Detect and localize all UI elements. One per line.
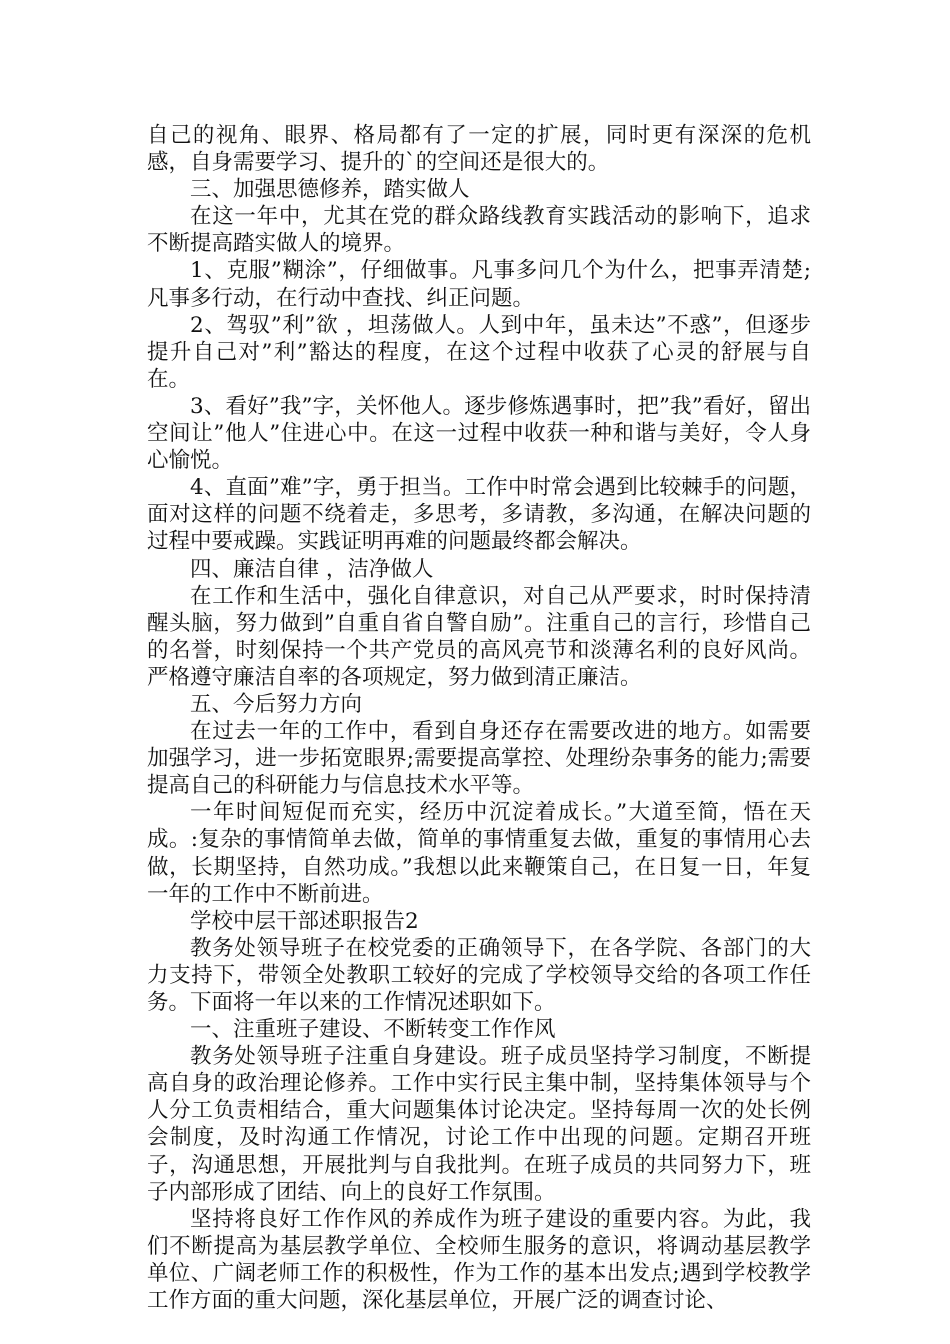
paragraph: 自己的视角、眼界、格局都有了一定的扩展，同时更有深深的危机感，自身需要学习、提升的`的空间还是很大的。: [147, 123, 811, 176]
section-heading: 一、注重班子建设、不断转变工作作风: [190, 1017, 556, 1043]
document-body: [147, 122, 811, 1314]
report-title: 学校中层干部述职报告2: [190, 908, 419, 934]
section-heading: 三、加强思德修养，踏实做人: [190, 177, 470, 203]
paragraph: 在工作和生活中，强化自律意识，对自己从严要求，时时保持清醒头脑，努力做到”自重自省自警自励”。注重自己的言行，珍惜自己的名誉，时刻保持一个共产党员的高风亮节和淡薄名利的良好风尚。严格遵守廉洁自率的各项规定，努力做到清正廉洁。: [147, 583, 811, 690]
list-item: 2、驾驭”利”欲 ，坦荡做人。人到中年，虽未达”不惑”，但逐步提升自己对”利”豁达的程度，在这个过程中收获了心灵的舒展与自在。: [147, 312, 811, 392]
paragraph: 在这一年中，尤其在党的群众路线教育实践活动的影响下，追求不断提高踏实做人的境界。: [147, 204, 811, 257]
paragraph: 教务处领导班子注重自身建设。班子成员坚持学习制度，不断提高自身的政治理论修养。工作中实行民主集中制，坚持集体领导与个人分工负责相结合，重大问题集体讨论决定。坚持每周一次的处长例会制度，及时沟通工作情况，讨论工作中出现的问题。定期召开班子，沟通思想，开展批判与自我批判。在班子成员的共同努力下，班子内部形成了团结、向上的良好工作氛围。: [147, 1044, 811, 1205]
list-item: 3、看好”我”字，关怀他人。逐步修炼遇事时，把”我”看好，留出空间让”他人”住进心中。在这一过程中收获一种和谐与美好，令人身心愉悦。: [147, 393, 811, 474]
section-heading: 四、廉洁自律 ，洁净做人: [190, 556, 434, 582]
list-item: 1、克服”糊涂”，仔细做事。凡事多问几个为什么，把事弄清楚;凡事多行动，在行动中查找、纠正问题。: [147, 258, 811, 311]
paragraph: 一年时间短促而充实，经历中沉淀着成长。”大道至简，悟在天成。:复杂的事情简单去做，简单的事情重复去做，重复的事情用心去做，长期坚持，自然功成。”我想以此来鞭策自己，在日复一日，年复一年的工作中不断前进。: [147, 800, 811, 907]
paragraph: 教务处领导班子在校党委的正确领导下，在各学院、各部门的大力支持下，带领全处教职工较好的完成了学校领导交给的各项工作任务。下面将一年以来的工作情况述职如下。: [147, 935, 811, 1015]
list-item: 4、直面”难”字，勇于担当。工作中时常会遇到比较棘手的问题，面对这样的问题不绕着走，多思考，多请教，多沟通，在解决问题的过程中要戒躁。实践证明再难的问题最终都会解决。: [147, 475, 811, 555]
paragraph: 在过去一年的工作中，看到自身还存在需要改进的地方。如需要加强学习，进一步拓宽眼界;需要提高掌控、处理纷杂事务的能力;需要提高自己的科研能力与信息技术水平等。: [147, 719, 811, 799]
paragraph: 坚持将良好工作作风的养成作为班子建设的重要内容。为此，我们不断提高为基层教学单位、全校师生服务的意识，将调动基层教学单位、广阔老师工作的积极性，作为工作的基本出发点;遇到学校教学工作方面的重大问题，深化基层单位，开展广泛的调查讨论、: [147, 1206, 811, 1314]
section-heading: 五、今后努力方向: [190, 691, 363, 717]
